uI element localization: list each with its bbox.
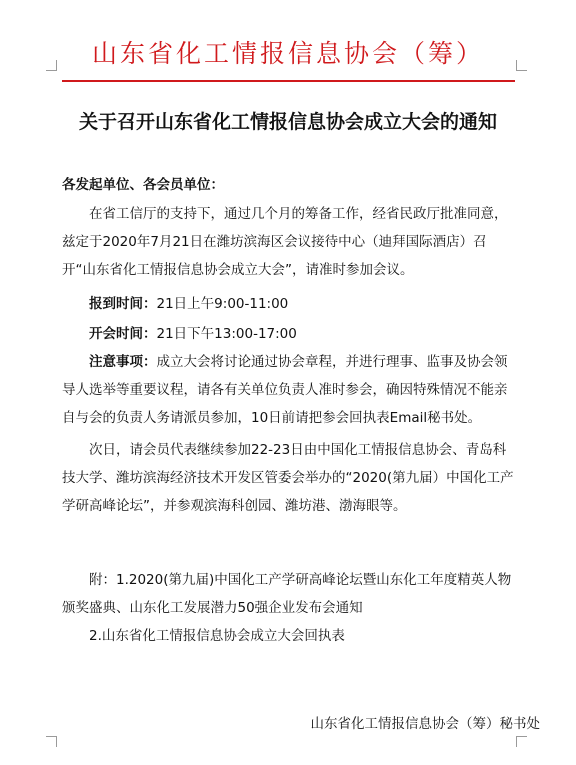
letterhead-divider (62, 80, 515, 82)
letterhead: 山东省化工情报信息协会（筹） (91, 39, 484, 68)
notes-paragraph (62, 348, 516, 432)
salutation: 各发起单位、各会员单位： (62, 177, 224, 193)
attachment-item-1: 附：1.2020(第九届)中国化工产学研高峰论坛暨山东化工年度精英人物颁奖盛典、山东化工发展潜力50强企业发布会通知 (62, 572, 512, 616)
attachment-item-2: 2.山东省化工情报信息协会成立大会回执表 (89, 628, 345, 644)
registration-time-label: 报到时间： (89, 296, 157, 312)
registration-time (89, 290, 516, 318)
signature: 山东省化工情报信息协会（筹）秘书处 (310, 716, 540, 732)
meeting-time-value: 21日下午13:00-17:00 (156, 326, 297, 342)
meeting-time (89, 320, 516, 348)
crop-mark-bottom-left (46, 736, 57, 747)
crop-mark-bottom-right (516, 736, 527, 747)
notes-label: 注意事项： (89, 354, 157, 370)
meeting-time-label: 开会时间： (89, 326, 157, 342)
paragraph-next-day: 次日，请会员代表继续参加22-23日由中国化工情报信息协会、青岛科技大学、潍坊滨海经济技术开发区管委会举办的“2020(第九届）中国化工产学研高峰论坛”，并参观滨海科创园、潍坊港、渤海眼等。 (62, 442, 514, 514)
document-title: 关于召开山东省化工情报信息协会成立大会的通知 (78, 111, 497, 133)
registration-time-value: 21日上午9:00-11:00 (156, 296, 289, 312)
paragraph-intro: 在省工信厅的支持下，通过几个月的筹备工作，经省民政厅批准同意，兹定于2020年7月21日在潍坊滨海区会议接待中心（迪拜国际酒店）召开“山东省化工情报信息协会成立大会”，请准时参加会议。 (62, 206, 508, 278)
notes-text: 成立大会将讨论通过协会章程，并进行理事、监事及协会领导人选举等重要议程，请各有关单位负责人准时参会，确因特殊情况不能亲自与会的负责人务请派员参加，10日前请把参会回执表Email秘书处。 (62, 354, 508, 426)
